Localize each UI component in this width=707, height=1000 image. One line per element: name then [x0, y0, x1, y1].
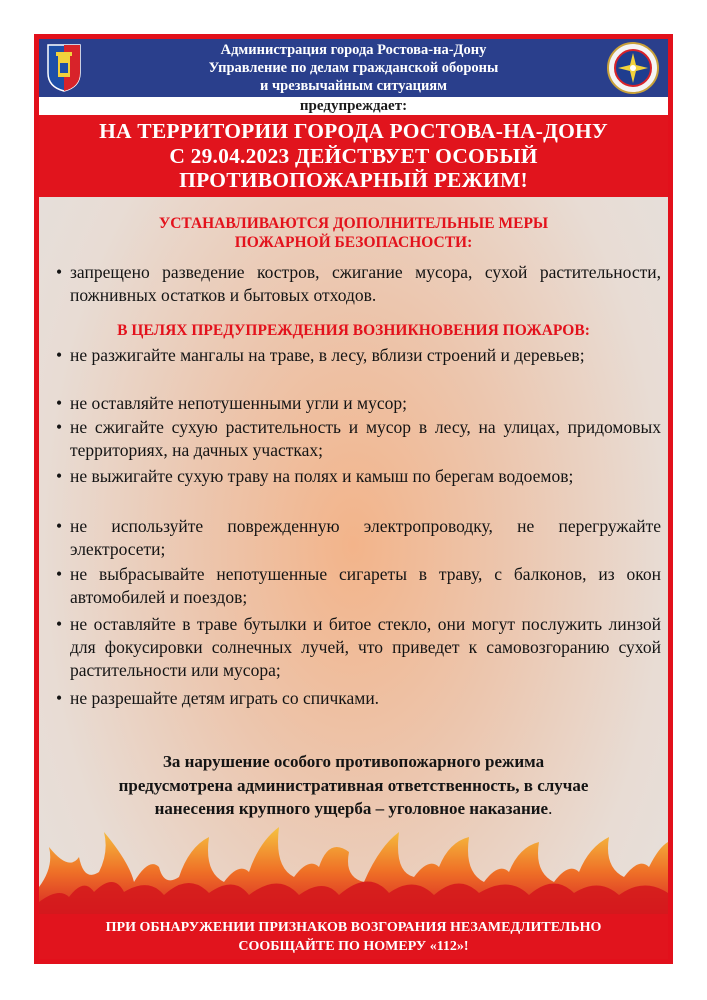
bullet-icon: •	[56, 393, 63, 413]
list-item	[56, 261, 661, 307]
warning-period: .	[548, 799, 553, 818]
bullet-icon: •	[56, 688, 63, 708]
footer-line-2: СООБЩАЙТЕ ПО НОМЕРУ «112»!	[238, 939, 469, 954]
list-item-text: не разрешайте детям играть со спичками.	[70, 688, 380, 708]
warning-line-2: предусмотрена административная ответственность, в случае	[118, 775, 589, 795]
footer-line-1: ПРИ ОБНАРУЖЕНИИ ПРИЗНАКОВ ВОЗГОРАНИЯ НЕЗАМЕДЛИТЕЛЬНО	[105, 920, 602, 935]
list-item	[56, 687, 661, 710]
list-item-text: не используйте поврежденную электропроводку, не перегружайте электросети;	[70, 516, 661, 559]
list-item	[56, 563, 661, 609]
civil-defense-emblem-icon	[604, 41, 662, 95]
bullet-icon: •	[56, 417, 63, 437]
list-item-text: запрещено разведение костров, сжигание мусора, сухой растительности, пожнивных остатков и бытовых отходов.	[70, 262, 661, 305]
header-bar	[39, 39, 668, 97]
list-item	[56, 465, 661, 488]
list-item-text: не сжигайте сухую растительность и мусор в лесу, на улицах, придомовых территориях, на дачных участках;	[70, 417, 661, 460]
section-1-title-line-2: ПОЖАРНОЙ БЕЗОПАСНОСТИ:	[234, 234, 473, 251]
list-item-text: не оставляйте непотушенными угли и мусор;	[70, 393, 407, 413]
bullet-icon: •	[56, 466, 63, 486]
list-item-text: не выбрасывайте непотушенные сигареты в траву, с балконов, из окон автомобилей и поездов;	[70, 564, 661, 607]
warning-line-3-text: нанесения крупного ущерба – уголовное наказание	[154, 799, 549, 818]
list-item	[56, 515, 661, 561]
flames-decoration	[39, 827, 668, 917]
footer-bar	[39, 914, 668, 959]
liability-warning	[59, 750, 648, 821]
section-1-title	[39, 214, 668, 252]
poster	[34, 34, 673, 964]
banner-line-1: НА ТЕРРИТОРИИ ГОРОДА РОСТОВА-НА-ДОНУ	[99, 119, 608, 143]
list-item	[56, 344, 661, 367]
warning-line-1: За нарушение особого противопожарного режима	[162, 752, 545, 771]
list-item-text: не выжигайте сухую траву на полях и камыш по берегам водоемов;	[70, 466, 574, 486]
warning-line-3	[59, 797, 648, 821]
alert-banner	[39, 115, 668, 197]
bullet-icon: •	[56, 262, 63, 282]
list-item	[56, 392, 661, 415]
list-item	[56, 613, 661, 682]
list-item-text: не разжигайте мангалы на траве, в лесу, вблизи строений и деревьев;	[70, 345, 585, 365]
header-line-3: и чрезвычайным ситуациям	[259, 78, 448, 94]
banner-line-3: ПРОТИВОПОЖАРНЫЙ РЕЖИМ!	[179, 168, 528, 192]
bullet-icon: •	[56, 516, 63, 536]
subtitle: предупреждает:	[39, 97, 668, 115]
list-item	[56, 416, 661, 462]
city-coat-of-arms-icon	[46, 43, 82, 93]
bullet-icon: •	[56, 614, 63, 634]
section-2-title: В ЦЕЛЯХ ПРЕДУПРЕЖДЕНИЯ ВОЗНИКНОВЕНИЯ ПОЖАРОВ:	[117, 322, 590, 339]
header-line-1: Администрация города Ростова-на-Дону	[220, 42, 487, 58]
bullet-icon: •	[56, 564, 63, 584]
header-line-2: Управление по делам гражданской обороны	[208, 60, 499, 76]
list-item-text: не оставляйте в траве бутылки и битое стекло, они могут послужить линзой для фокусировки солнечных лучей, что приведет к самовозгоранию сухой растительности или мусора;	[70, 614, 661, 680]
bullet-icon: •	[56, 345, 63, 365]
banner-line-2: С 29.04.2023 ДЕЙСТВУЕТ ОСОБЫЙ	[169, 143, 538, 168]
section-1-title-line-1: УСТАНАВЛИВАЮТСЯ ДОПОЛНИТЕЛЬНЫЕ МЕРЫ	[158, 215, 549, 232]
